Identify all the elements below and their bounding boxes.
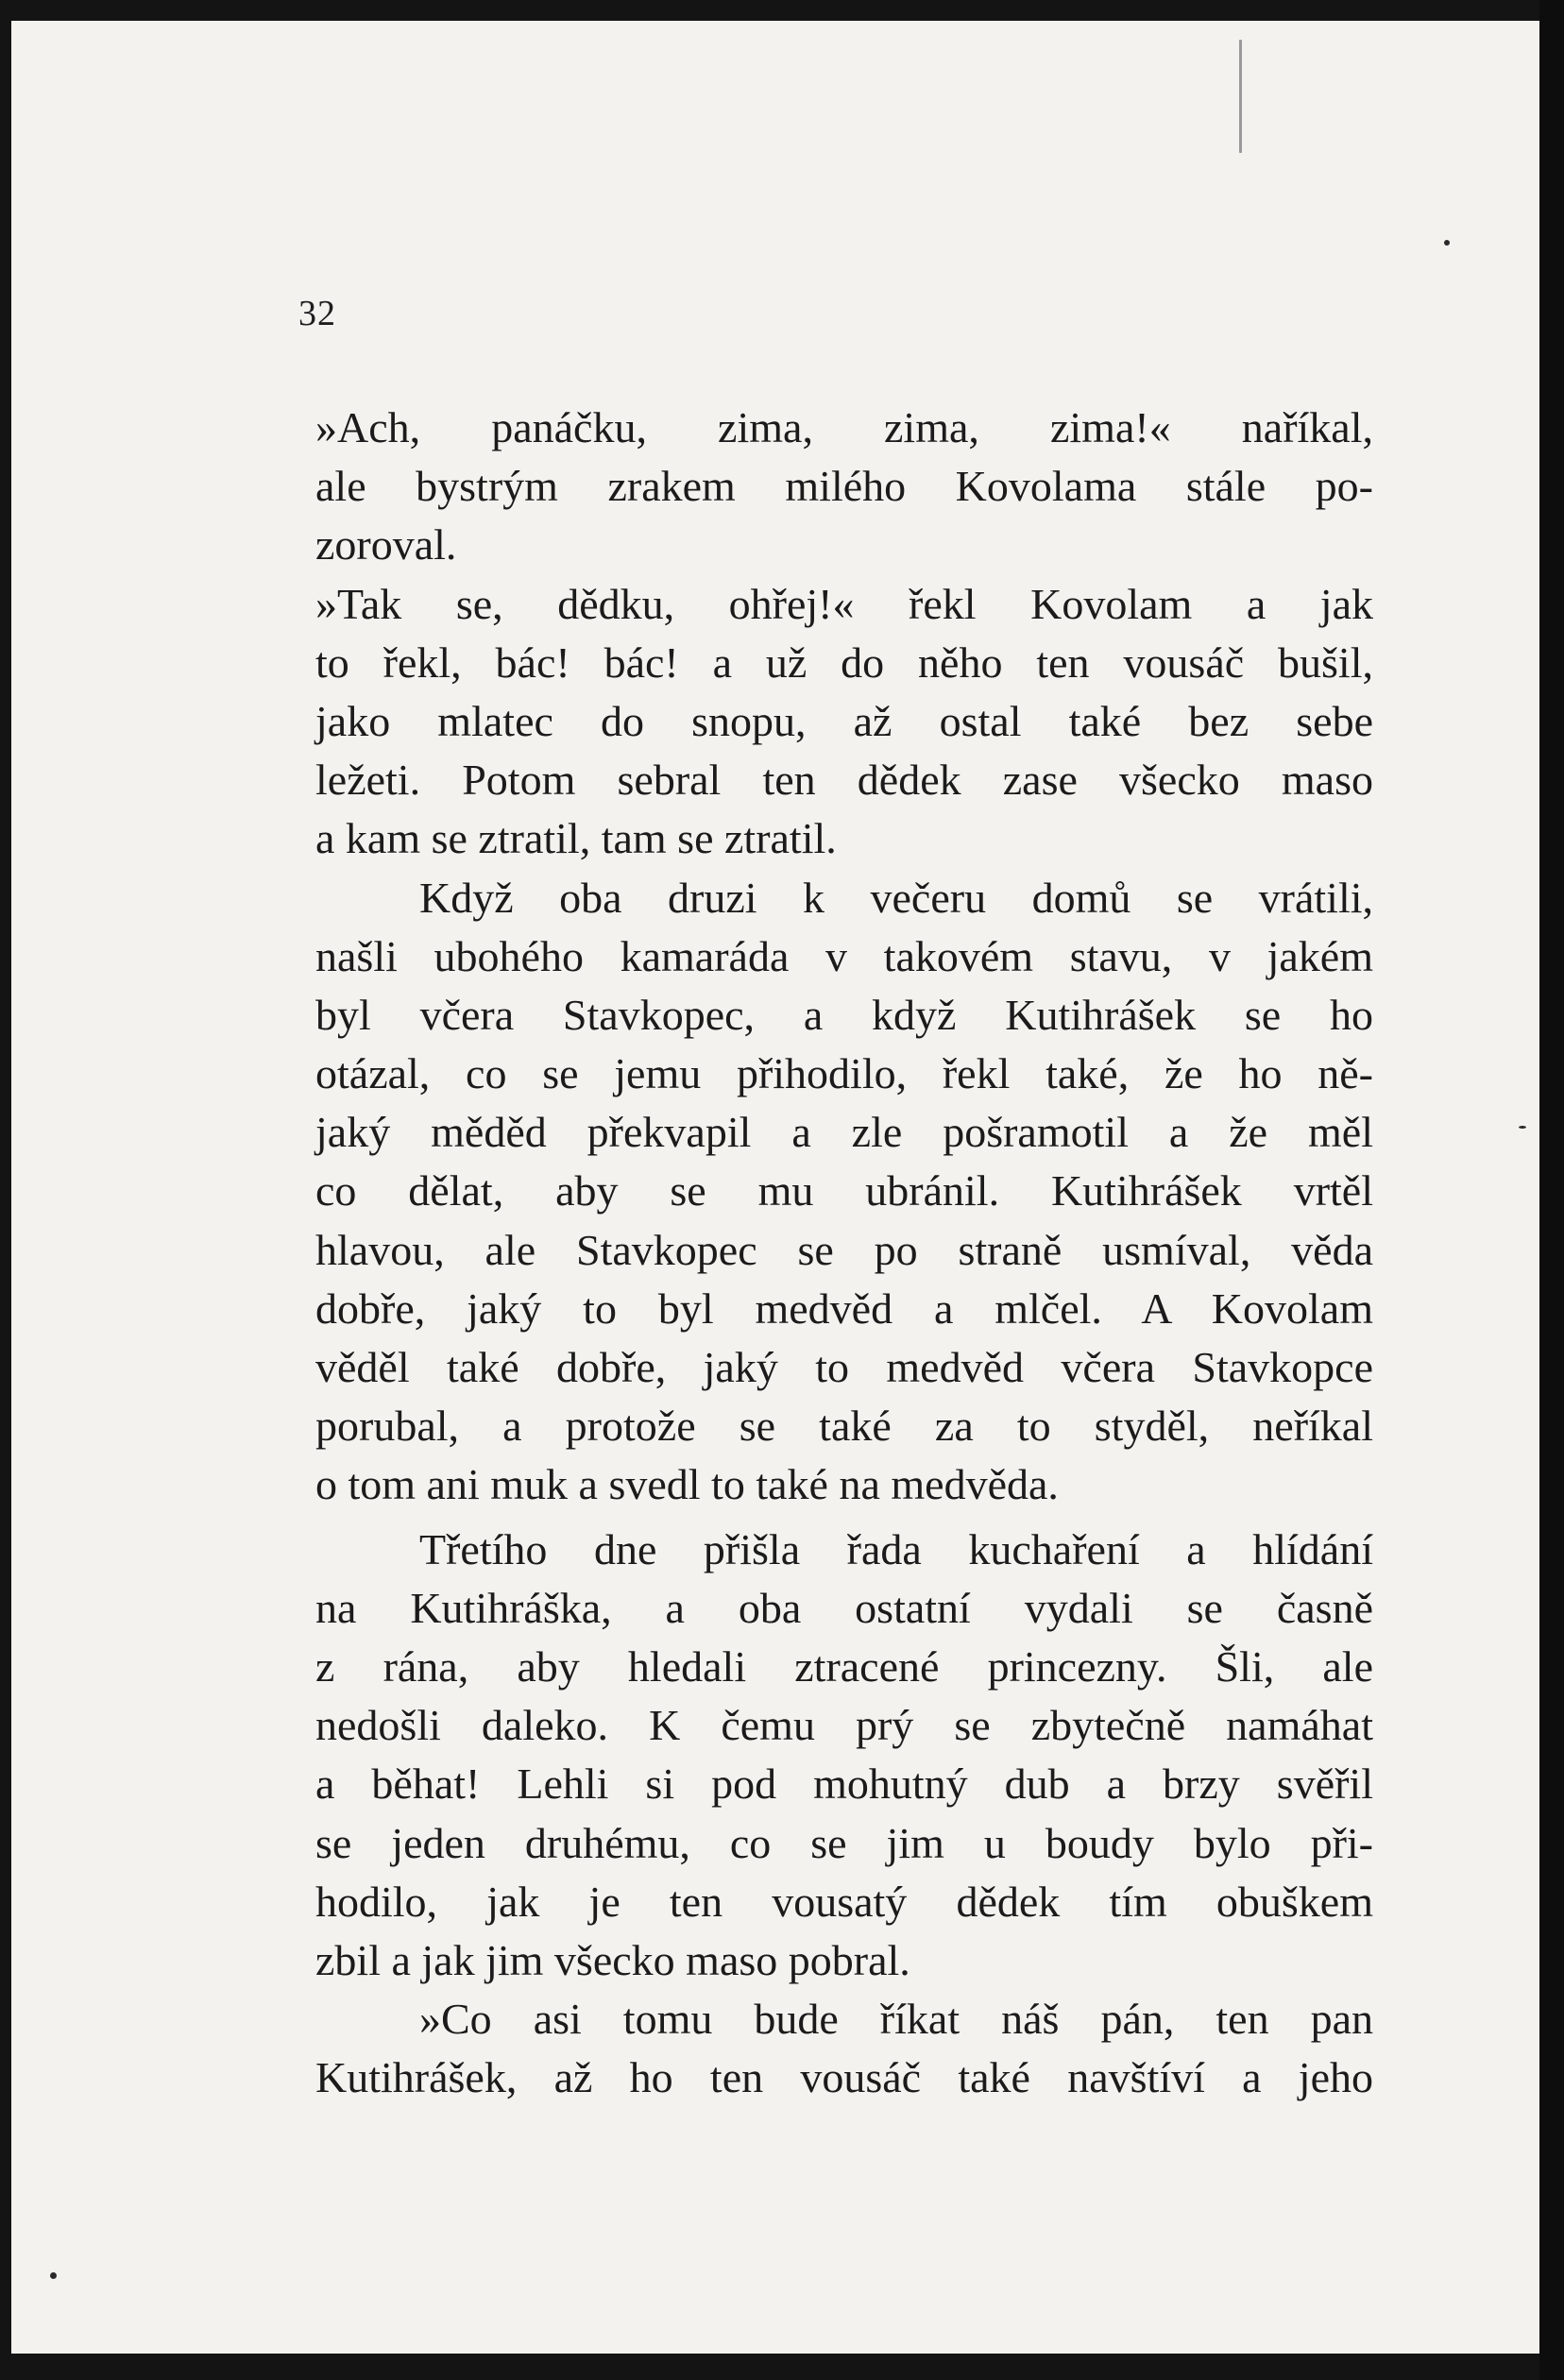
text-line: ležeti. Potom sebral ten dědek zase všecko maso [315,756,1373,805]
text-line: ale bystrým zrakem milého Kovolama stále po- [315,462,1373,511]
text-line: porubal, a protože se také za to styděl, neříkal [315,1402,1373,1451]
text-line: a kam se ztratil, tam se ztratil. [315,814,837,863]
paragraph-first-line: Když oba druzi k večeru domů se vrátili, [419,873,1373,922]
scan-speck [50,2272,57,2279]
text-line: dobře, jaký to byl medvěd a mlčel. A Kovolam [315,1284,1373,1333]
text-line: to řekl, bác! bác! a už do něho ten vousáč bušil, [315,638,1373,687]
text-line: »Ach, panáčku, zima, zima, zima!« naříkal, [315,403,1373,451]
text-line: Kutihrášek, až ho ten vousáč také navštíví a jeho [315,2053,1373,2102]
text-line: zbil a jak jim všecko maso pobral. [315,1935,910,1984]
text-line: co dělat, aby se mu ubránil. Kutihrášek vrtěl [315,1166,1373,1216]
text-line: jaký měděd překvapil a zle pošramotil a že měl [315,1108,1373,1157]
text-line: »Tak se, dědku, ohřej!« řekl Kovolam a jak [315,579,1373,628]
book-page [11,21,1539,2354]
page-number: 32 [298,294,336,333]
text-line: a běhat! Lehli si pod mohutný dub a brzy svěřil [315,1760,1373,1809]
text-line: na Kutihráška, a oba ostatní vydali se časně [315,1583,1373,1632]
paragraph-first-line: »Co asi tomu bude říkat náš pán, ten pan [419,1995,1373,2044]
text-line: hlavou, ale Stavkopec se po straně usmíval, věda [315,1225,1373,1274]
text-line: našli ubohého kamaráda v takovém stavu, v jakém [315,931,1373,980]
text-line: o tom ani muk a svedl to také na medvěda. [315,1460,1059,1509]
scan-speck [1444,240,1450,246]
text-line: se jeden druhému, co se jim u boudy bylo při- [315,1818,1373,1867]
text-line: nedošli daleko. K čemu prý se zbytečně namáhat [315,1701,1373,1750]
scan-speck [1519,1126,1526,1129]
text-line: z rána, aby hledali ztracené princezny. Šli, ale [315,1641,1373,1691]
text-line: zoroval. [315,520,457,570]
text-line: jako mlatec do snopu, až ostal také bez sebe [315,696,1373,745]
text-line: věděl také dobře, jaký to medvěd včera Stavkopce [315,1343,1373,1391]
text-line: otázal, co se jemu přihodilo, řekl také, že ho ně- [315,1049,1373,1098]
page-edge-shadow [1539,0,1564,2380]
paragraph-first-line: Třetího dne přišla řada kuchaření a hlídání [419,1524,1373,1573]
text-line: byl včera Stavkopec, a když Kutihrášek se ho [315,990,1373,1039]
text-line: hodilo, jak je ten vousatý dědek tím obuškem [315,1877,1373,1926]
scan-speck [1239,40,1242,153]
body-text [315,399,1373,2107]
